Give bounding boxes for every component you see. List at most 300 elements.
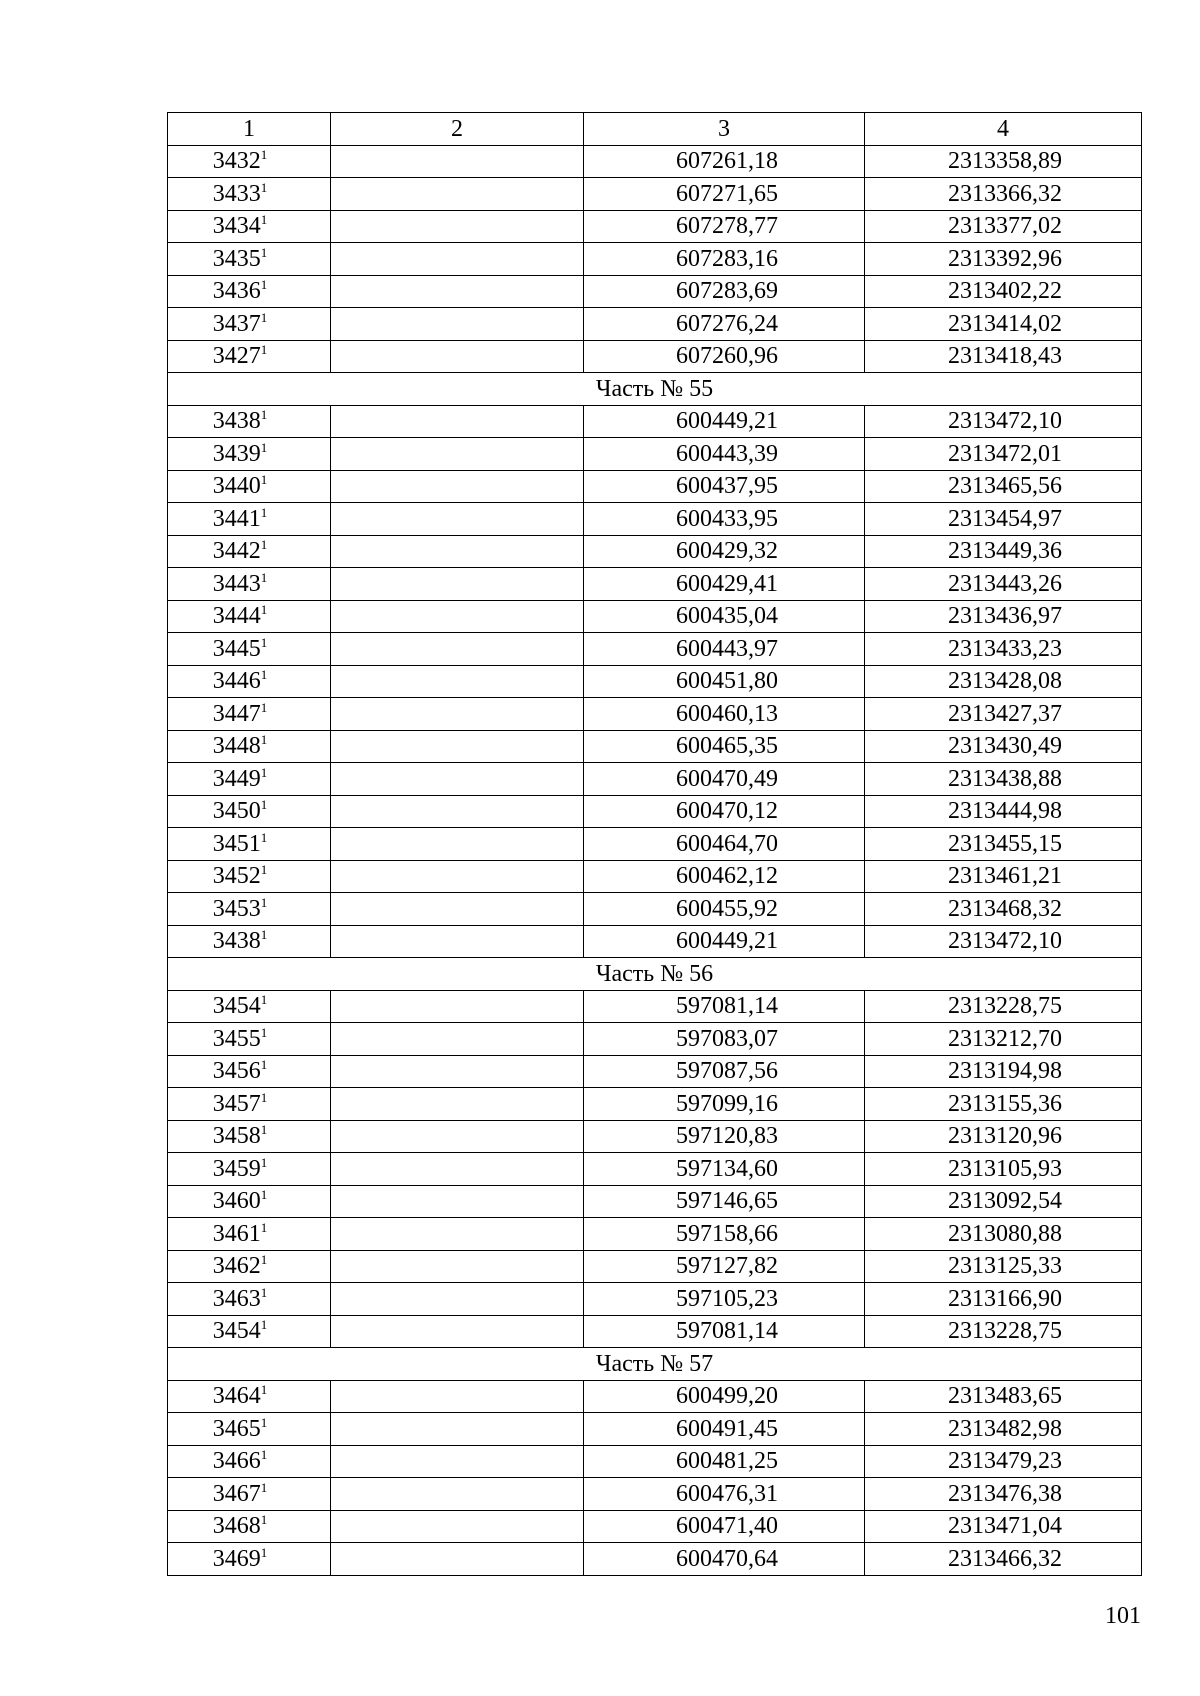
x-coordinate-cell: 600437,95 xyxy=(584,470,865,503)
point-number-cell xyxy=(168,860,331,893)
empty-cell xyxy=(331,275,584,308)
empty-cell xyxy=(331,925,584,958)
y-coordinate-cell: 2313479,23 xyxy=(865,1445,1142,1478)
y-coordinate-cell: 2313476,38 xyxy=(865,1478,1142,1511)
empty-cell xyxy=(331,1315,584,1348)
x-coordinate-cell: 600455,92 xyxy=(584,893,865,926)
empty-cell xyxy=(331,1445,584,1478)
x-coordinate-cell: 597081,14 xyxy=(584,990,865,1023)
table-row xyxy=(168,1413,1142,1446)
x-coordinate-cell: 600470,49 xyxy=(584,763,865,796)
point-superscript: 1 xyxy=(260,602,268,618)
table-row xyxy=(168,1120,1142,1153)
x-coordinate-cell: 600464,70 xyxy=(584,828,865,861)
empty-cell xyxy=(331,1088,584,1121)
table-row xyxy=(168,405,1142,438)
y-coordinate-cell: 2313433,23 xyxy=(865,633,1142,666)
point-number: 3453 xyxy=(212,895,261,922)
table-row xyxy=(168,178,1142,211)
x-coordinate-cell: 600451,80 xyxy=(584,665,865,698)
point-number-cell xyxy=(168,1250,331,1283)
x-coordinate-cell: 597105,23 xyxy=(584,1283,865,1316)
x-coordinate-cell: 600465,35 xyxy=(584,730,865,763)
table-row xyxy=(168,535,1142,568)
empty-cell xyxy=(331,1510,584,1543)
y-coordinate-cell: 2313080,88 xyxy=(865,1218,1142,1251)
section-title: Часть № 55 xyxy=(168,373,1142,406)
table-row xyxy=(168,340,1142,373)
table-row xyxy=(168,990,1142,1023)
point-superscript: 1 xyxy=(260,797,268,813)
section-row xyxy=(168,373,1142,406)
x-coordinate-cell: 600429,32 xyxy=(584,535,865,568)
x-coordinate-cell: 597099,16 xyxy=(584,1088,865,1121)
empty-cell xyxy=(331,1543,584,1576)
point-number: 3438 xyxy=(212,408,261,435)
y-coordinate-cell: 2313166,90 xyxy=(865,1283,1142,1316)
empty-cell xyxy=(331,1250,584,1283)
table-row xyxy=(168,1445,1142,1478)
point-number: 3455 xyxy=(212,1025,261,1052)
empty-cell xyxy=(331,600,584,633)
x-coordinate-cell: 600471,40 xyxy=(584,1510,865,1543)
empty-cell xyxy=(331,1413,584,1446)
x-coordinate-cell: 600460,13 xyxy=(584,698,865,731)
point-number-cell xyxy=(168,665,331,698)
point-number: 3463 xyxy=(212,1285,261,1312)
y-coordinate-cell: 2313402,22 xyxy=(865,275,1142,308)
point-number: 3452 xyxy=(212,863,261,890)
x-coordinate-cell: 600443,39 xyxy=(584,438,865,471)
table-row xyxy=(168,1218,1142,1251)
point-superscript: 1 xyxy=(260,309,268,325)
y-coordinate-cell: 2313468,32 xyxy=(865,893,1142,926)
point-number-cell xyxy=(168,633,331,666)
table-row xyxy=(168,1510,1142,1543)
point-number-cell xyxy=(168,1023,331,1056)
point-number: 3446 xyxy=(212,668,261,695)
y-coordinate-cell: 2313471,04 xyxy=(865,1510,1142,1543)
table-row xyxy=(168,763,1142,796)
point-number: 3440 xyxy=(212,473,261,500)
point-superscript: 1 xyxy=(260,1512,268,1528)
point-number-cell xyxy=(168,210,331,243)
point-number: 3436 xyxy=(212,278,261,305)
empty-cell xyxy=(331,893,584,926)
empty-cell xyxy=(331,990,584,1023)
empty-cell xyxy=(331,1055,584,1088)
y-coordinate-cell: 2313377,02 xyxy=(865,210,1142,243)
point-superscript: 1 xyxy=(260,1479,268,1495)
point-number: 3438 xyxy=(212,928,261,955)
point-superscript: 1 xyxy=(260,1382,268,1398)
point-number-cell xyxy=(168,1510,331,1543)
y-coordinate-cell: 2313392,96 xyxy=(865,243,1142,276)
point-superscript: 1 xyxy=(260,472,268,488)
point-number: 3468 xyxy=(212,1513,261,1540)
y-coordinate-cell: 2313427,37 xyxy=(865,698,1142,731)
point-number-cell xyxy=(168,795,331,828)
x-coordinate-cell: 600481,25 xyxy=(584,1445,865,1478)
y-coordinate-cell: 2313358,89 xyxy=(865,145,1142,178)
empty-cell xyxy=(331,145,584,178)
x-coordinate-cell: 600429,41 xyxy=(584,568,865,601)
point-number-cell xyxy=(168,438,331,471)
empty-cell xyxy=(331,503,584,536)
point-superscript: 1 xyxy=(260,537,268,553)
point-superscript: 1 xyxy=(260,504,268,520)
point-number: 3433 xyxy=(212,180,261,207)
point-number: 3457 xyxy=(212,1090,261,1117)
point-number: 3461 xyxy=(212,1220,261,1247)
y-coordinate-cell: 2313465,56 xyxy=(865,470,1142,503)
point-number-cell xyxy=(168,535,331,568)
x-coordinate-cell: 600443,97 xyxy=(584,633,865,666)
table-body xyxy=(168,113,1142,1576)
point-number-cell xyxy=(168,1153,331,1186)
table-row xyxy=(168,1088,1142,1121)
point-superscript: 1 xyxy=(260,1122,268,1138)
point-superscript: 1 xyxy=(260,764,268,780)
section-row xyxy=(168,1348,1142,1381)
point-number-cell xyxy=(168,243,331,276)
y-coordinate-cell: 2313366,32 xyxy=(865,178,1142,211)
point-superscript: 1 xyxy=(260,244,268,260)
point-number-cell xyxy=(168,503,331,536)
point-superscript: 1 xyxy=(260,407,268,423)
point-superscript: 1 xyxy=(260,179,268,195)
y-coordinate-cell: 2313454,97 xyxy=(865,503,1142,536)
table-row xyxy=(168,1283,1142,1316)
page-number: 101 xyxy=(1105,1603,1141,1629)
empty-cell xyxy=(331,1153,584,1186)
point-number: 3444 xyxy=(212,603,261,630)
empty-cell xyxy=(331,535,584,568)
y-coordinate-cell: 2313430,49 xyxy=(865,730,1142,763)
coordinates-table xyxy=(167,112,1142,1576)
point-number-cell xyxy=(168,308,331,341)
point-number-cell xyxy=(168,405,331,438)
x-coordinate-cell: 607261,18 xyxy=(584,145,865,178)
table-row xyxy=(168,600,1142,633)
empty-cell xyxy=(331,1120,584,1153)
point-number: 3445 xyxy=(212,635,261,662)
y-coordinate-cell: 2313483,65 xyxy=(865,1380,1142,1413)
point-number: 3466 xyxy=(212,1448,261,1475)
empty-cell xyxy=(331,568,584,601)
point-number: 3465 xyxy=(212,1415,261,1442)
x-coordinate-cell: 607283,69 xyxy=(584,275,865,308)
x-coordinate-cell: 597087,56 xyxy=(584,1055,865,1088)
table-row xyxy=(168,860,1142,893)
point-superscript: 1 xyxy=(260,634,268,650)
x-coordinate-cell: 600491,45 xyxy=(584,1413,865,1446)
table-row xyxy=(168,730,1142,763)
point-number-cell xyxy=(168,568,331,601)
x-coordinate-cell: 597127,82 xyxy=(584,1250,865,1283)
y-coordinate-cell: 2313455,15 xyxy=(865,828,1142,861)
point-superscript: 1 xyxy=(260,439,268,455)
point-superscript: 1 xyxy=(260,927,268,943)
point-superscript: 1 xyxy=(260,1447,268,1463)
point-number: 3435 xyxy=(212,245,261,272)
point-superscript: 1 xyxy=(260,147,268,163)
y-coordinate-cell: 2313228,75 xyxy=(865,990,1142,1023)
y-coordinate-cell: 2313472,01 xyxy=(865,438,1142,471)
x-coordinate-cell: 600470,12 xyxy=(584,795,865,828)
point-number-cell xyxy=(168,1120,331,1153)
x-coordinate-cell: 597146,65 xyxy=(584,1185,865,1218)
table-row xyxy=(168,1478,1142,1511)
point-number: 3449 xyxy=(212,765,261,792)
empty-cell xyxy=(331,438,584,471)
point-superscript: 1 xyxy=(260,1187,268,1203)
y-coordinate-cell: 2313438,88 xyxy=(865,763,1142,796)
table-row xyxy=(168,1055,1142,1088)
point-number: 3434 xyxy=(212,213,261,240)
header-cell-3: 3 xyxy=(584,113,865,146)
y-coordinate-cell: 2313443,26 xyxy=(865,568,1142,601)
header-cell-2: 2 xyxy=(331,113,584,146)
point-superscript: 1 xyxy=(260,277,268,293)
point-number-cell xyxy=(168,145,331,178)
table-row xyxy=(168,665,1142,698)
point-number: 3456 xyxy=(212,1058,261,1085)
y-coordinate-cell: 2313155,36 xyxy=(865,1088,1142,1121)
empty-cell xyxy=(331,763,584,796)
x-coordinate-cell: 597120,83 xyxy=(584,1120,865,1153)
point-number-cell xyxy=(168,828,331,861)
x-coordinate-cell: 607276,24 xyxy=(584,308,865,341)
table-row xyxy=(168,893,1142,926)
point-superscript: 1 xyxy=(260,992,268,1008)
y-coordinate-cell: 2313436,97 xyxy=(865,600,1142,633)
y-coordinate-cell: 2313414,02 xyxy=(865,308,1142,341)
point-number: 3447 xyxy=(212,700,261,727)
table-row xyxy=(168,828,1142,861)
table-row xyxy=(168,1153,1142,1186)
table-row xyxy=(168,698,1142,731)
table-row xyxy=(168,275,1142,308)
point-superscript: 1 xyxy=(260,1252,268,1268)
x-coordinate-cell: 600435,04 xyxy=(584,600,865,633)
y-coordinate-cell: 2313449,36 xyxy=(865,535,1142,568)
point-number-cell xyxy=(168,470,331,503)
x-coordinate-cell: 607278,77 xyxy=(584,210,865,243)
point-number-cell xyxy=(168,1543,331,1576)
point-number-cell xyxy=(168,990,331,1023)
x-coordinate-cell: 597158,66 xyxy=(584,1218,865,1251)
point-superscript: 1 xyxy=(260,1284,268,1300)
point-number: 3442 xyxy=(212,538,261,565)
y-coordinate-cell: 2313125,33 xyxy=(865,1250,1142,1283)
point-number: 3432 xyxy=(212,148,261,175)
point-superscript: 1 xyxy=(260,1089,268,1105)
header-row xyxy=(168,113,1142,146)
y-coordinate-cell: 2313466,32 xyxy=(865,1543,1142,1576)
point-superscript: 1 xyxy=(260,732,268,748)
x-coordinate-cell: 600499,20 xyxy=(584,1380,865,1413)
point-number: 3437 xyxy=(212,310,261,337)
y-coordinate-cell: 2313472,10 xyxy=(865,925,1142,958)
empty-cell xyxy=(331,1478,584,1511)
x-coordinate-cell: 600470,64 xyxy=(584,1543,865,1576)
table-row xyxy=(168,795,1142,828)
empty-cell xyxy=(331,210,584,243)
point-superscript: 1 xyxy=(260,1024,268,1040)
point-superscript: 1 xyxy=(260,862,268,878)
empty-cell xyxy=(331,1185,584,1218)
point-number-cell xyxy=(168,730,331,763)
empty-cell xyxy=(331,340,584,373)
table-row xyxy=(168,925,1142,958)
point-superscript: 1 xyxy=(260,1219,268,1235)
empty-cell xyxy=(331,665,584,698)
table-row xyxy=(168,438,1142,471)
table-row xyxy=(168,568,1142,601)
point-number-cell xyxy=(168,1478,331,1511)
x-coordinate-cell: 600476,31 xyxy=(584,1478,865,1511)
empty-cell xyxy=(331,860,584,893)
point-number: 3467 xyxy=(212,1480,261,1507)
point-number-cell xyxy=(168,698,331,731)
point-superscript: 1 xyxy=(260,1317,268,1333)
point-number-cell xyxy=(168,1055,331,1088)
point-number-cell xyxy=(168,275,331,308)
table-row xyxy=(168,633,1142,666)
y-coordinate-cell: 2313212,70 xyxy=(865,1023,1142,1056)
point-number-cell xyxy=(168,1413,331,1446)
y-coordinate-cell: 2313418,43 xyxy=(865,340,1142,373)
point-number-cell xyxy=(168,1380,331,1413)
y-coordinate-cell: 2313482,98 xyxy=(865,1413,1142,1446)
point-number: 3454 xyxy=(212,993,261,1020)
point-number-cell xyxy=(168,893,331,926)
empty-cell xyxy=(331,633,584,666)
empty-cell xyxy=(331,1023,584,1056)
x-coordinate-cell: 600433,95 xyxy=(584,503,865,536)
point-superscript: 1 xyxy=(260,829,268,845)
section-title: Часть № 56 xyxy=(168,958,1142,991)
point-superscript: 1 xyxy=(260,1057,268,1073)
x-coordinate-cell: 600449,21 xyxy=(584,405,865,438)
empty-cell xyxy=(331,178,584,211)
point-number: 3458 xyxy=(212,1123,261,1150)
point-number-cell xyxy=(168,340,331,373)
point-number: 3441 xyxy=(212,505,261,532)
empty-cell xyxy=(331,698,584,731)
point-superscript: 1 xyxy=(260,699,268,715)
point-number-cell xyxy=(168,1315,331,1348)
y-coordinate-cell: 2313228,75 xyxy=(865,1315,1142,1348)
table-row xyxy=(168,503,1142,536)
table-row xyxy=(168,243,1142,276)
y-coordinate-cell: 2313092,54 xyxy=(865,1185,1142,1218)
table-row xyxy=(168,308,1142,341)
y-coordinate-cell: 2313472,10 xyxy=(865,405,1142,438)
table-row xyxy=(168,470,1142,503)
point-superscript: 1 xyxy=(260,667,268,683)
point-number-cell xyxy=(168,925,331,958)
point-number-cell xyxy=(168,1283,331,1316)
y-coordinate-cell: 2313194,98 xyxy=(865,1055,1142,1088)
x-coordinate-cell: 600462,12 xyxy=(584,860,865,893)
point-number: 3462 xyxy=(212,1253,261,1280)
point-superscript: 1 xyxy=(260,1154,268,1170)
x-coordinate-cell: 600449,21 xyxy=(584,925,865,958)
point-number-cell xyxy=(168,763,331,796)
x-coordinate-cell: 597134,60 xyxy=(584,1153,865,1186)
point-superscript: 1 xyxy=(260,1414,268,1430)
y-coordinate-cell: 2313428,08 xyxy=(865,665,1142,698)
table-row xyxy=(168,145,1142,178)
point-number: 3451 xyxy=(212,830,261,857)
x-coordinate-cell: 607260,96 xyxy=(584,340,865,373)
table-row xyxy=(168,1185,1142,1218)
point-number-cell xyxy=(168,1218,331,1251)
point-number: 3450 xyxy=(212,798,261,825)
empty-cell xyxy=(331,1283,584,1316)
point-number: 3454 xyxy=(212,1318,261,1345)
empty-cell xyxy=(331,470,584,503)
empty-cell xyxy=(331,243,584,276)
point-number: 3439 xyxy=(212,440,261,467)
point-number-cell xyxy=(168,178,331,211)
empty-cell xyxy=(331,1218,584,1251)
x-coordinate-cell: 607271,65 xyxy=(584,178,865,211)
table-row xyxy=(168,210,1142,243)
empty-cell xyxy=(331,795,584,828)
y-coordinate-cell: 2313444,98 xyxy=(865,795,1142,828)
section-title: Часть № 57 xyxy=(168,1348,1142,1381)
point-number-cell xyxy=(168,1185,331,1218)
x-coordinate-cell: 597083,07 xyxy=(584,1023,865,1056)
point-superscript: 1 xyxy=(260,212,268,228)
point-number: 3460 xyxy=(212,1188,261,1215)
table-row xyxy=(168,1315,1142,1348)
point-number: 3464 xyxy=(212,1383,261,1410)
table-row xyxy=(168,1543,1142,1576)
empty-cell xyxy=(331,828,584,861)
point-number-cell xyxy=(168,1445,331,1478)
point-number: 3459 xyxy=(212,1155,261,1182)
header-cell-1: 1 xyxy=(168,113,331,146)
point-superscript: 1 xyxy=(260,894,268,910)
point-superscript: 1 xyxy=(260,1544,268,1560)
x-coordinate-cell: 607283,16 xyxy=(584,243,865,276)
point-superscript: 1 xyxy=(260,569,268,585)
table-row xyxy=(168,1250,1142,1283)
empty-cell xyxy=(331,308,584,341)
y-coordinate-cell: 2313120,96 xyxy=(865,1120,1142,1153)
table-row xyxy=(168,1023,1142,1056)
table-row xyxy=(168,1380,1142,1413)
empty-cell xyxy=(331,1380,584,1413)
point-number-cell xyxy=(168,1088,331,1121)
empty-cell xyxy=(331,730,584,763)
header-cell-4: 4 xyxy=(865,113,1142,146)
x-coordinate-cell: 597081,14 xyxy=(584,1315,865,1348)
point-superscript: 1 xyxy=(260,342,268,358)
empty-cell xyxy=(331,405,584,438)
section-row xyxy=(168,958,1142,991)
y-coordinate-cell: 2313461,21 xyxy=(865,860,1142,893)
point-number: 3469 xyxy=(212,1545,261,1572)
point-number: 3443 xyxy=(212,570,261,597)
point-number: 3427 xyxy=(212,343,261,370)
point-number-cell xyxy=(168,600,331,633)
point-number: 3448 xyxy=(212,733,261,760)
